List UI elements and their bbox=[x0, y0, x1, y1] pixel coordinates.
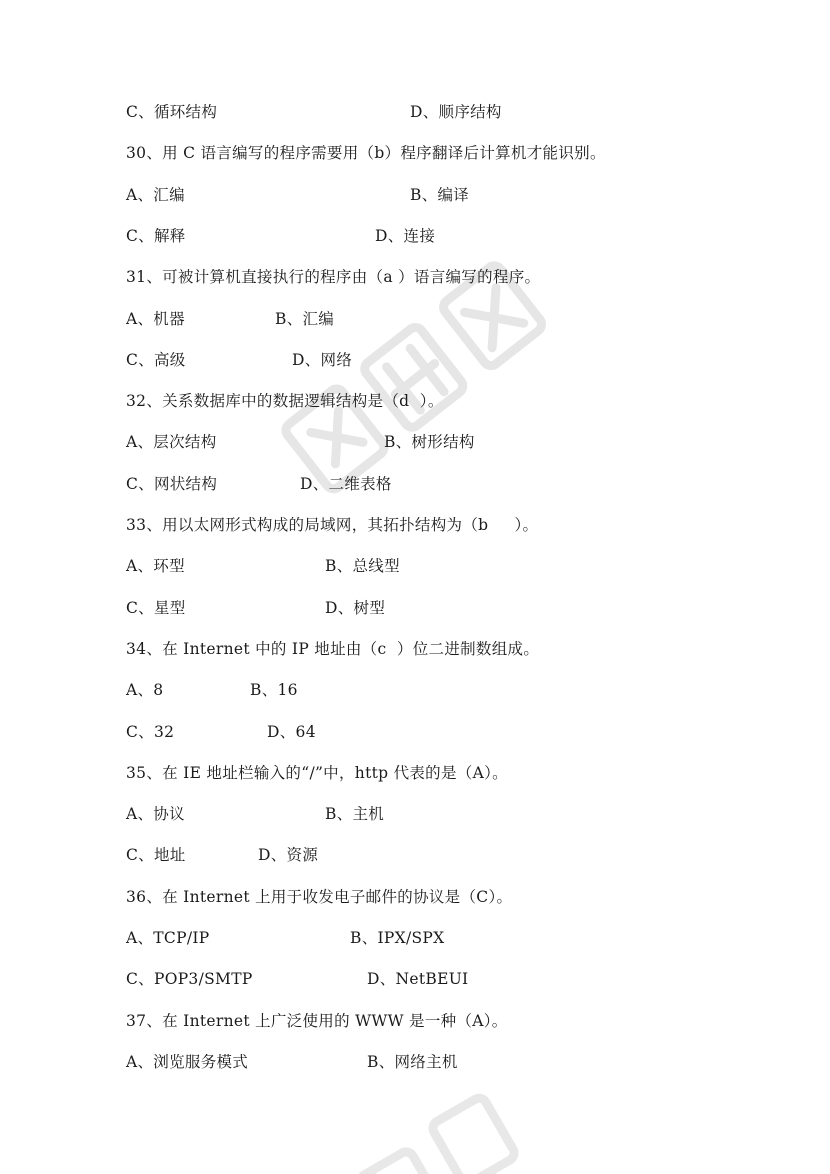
question-text: 37、在 Internet 上广泛使用的 WWW 是一种（A）。 bbox=[126, 1011, 508, 1030]
question-text: 35、在 IE 地址栏输入的“/”中，http 代表的是（A）。 bbox=[126, 763, 508, 782]
option-right: B、汇编 bbox=[275, 309, 335, 328]
watermark-stamp-bottom bbox=[300, 1080, 600, 1174]
option-right: B、IPX/SPX bbox=[350, 929, 445, 947]
option-left: A、8 bbox=[126, 681, 164, 700]
question-text: 32、关系数据库中的数据逻辑结构是（d ）。 bbox=[126, 392, 444, 411]
option-left: C、网状结构 bbox=[126, 474, 218, 493]
option-left: A、层次结构 bbox=[126, 433, 217, 452]
option-left: A、汇编 bbox=[126, 185, 185, 204]
option-right: B、网络主机 bbox=[367, 1052, 458, 1071]
option-left: A、机器 bbox=[126, 309, 185, 328]
option-right: B、主机 bbox=[325, 805, 385, 824]
option-left: A、协议 bbox=[126, 805, 185, 824]
question-text: 34、在 Internet 中的 IP 地址由（c ）位二进制数组成。 bbox=[126, 639, 540, 658]
option-right: B、16 bbox=[250, 681, 298, 700]
option-left: C、32 bbox=[126, 722, 175, 741]
option-right: B、编译 bbox=[410, 185, 470, 204]
option-right: D、64 bbox=[267, 722, 316, 741]
option-right: B、总线型 bbox=[325, 557, 400, 576]
option-left: C、星型 bbox=[126, 598, 186, 617]
question-text: 36、在 Internet 上用于收发电子邮件的协议是（C）。 bbox=[126, 887, 513, 906]
question-text: 31、可被计算机直接执行的程序由（a ）语言编写的程序。 bbox=[126, 268, 541, 287]
option-left: A、浏览服务模式 bbox=[126, 1052, 249, 1071]
option-left: C、循环结构 bbox=[126, 103, 218, 121]
option-right: D、网络 bbox=[292, 350, 353, 369]
question-text: 30、用 C 语言编写的程序需要用（b）程序翻译后计算机才能识别。 bbox=[126, 144, 606, 163]
option-left: C、解释 bbox=[126, 226, 186, 245]
option-left: A、TCP/IP bbox=[126, 929, 210, 947]
option-left: C、POP3/SMTP bbox=[126, 970, 253, 989]
option-left: A、环型 bbox=[126, 557, 185, 576]
option-right: D、二维表格 bbox=[300, 474, 392, 493]
option-right: D、资源 bbox=[258, 846, 319, 865]
option-right: D、树型 bbox=[325, 598, 386, 617]
option-right: D、顺序结构 bbox=[410, 103, 502, 121]
option-right: B、树形结构 bbox=[384, 433, 475, 452]
option-left: C、地址 bbox=[126, 846, 186, 865]
option-left: C、高级 bbox=[126, 350, 186, 369]
question-text: 33、用以太网形式构成的局域网，其拓扑结构为（b ）。 bbox=[126, 516, 539, 534]
option-right: D、NetBEUI bbox=[367, 970, 469, 989]
option-right: D、连接 bbox=[375, 226, 436, 245]
